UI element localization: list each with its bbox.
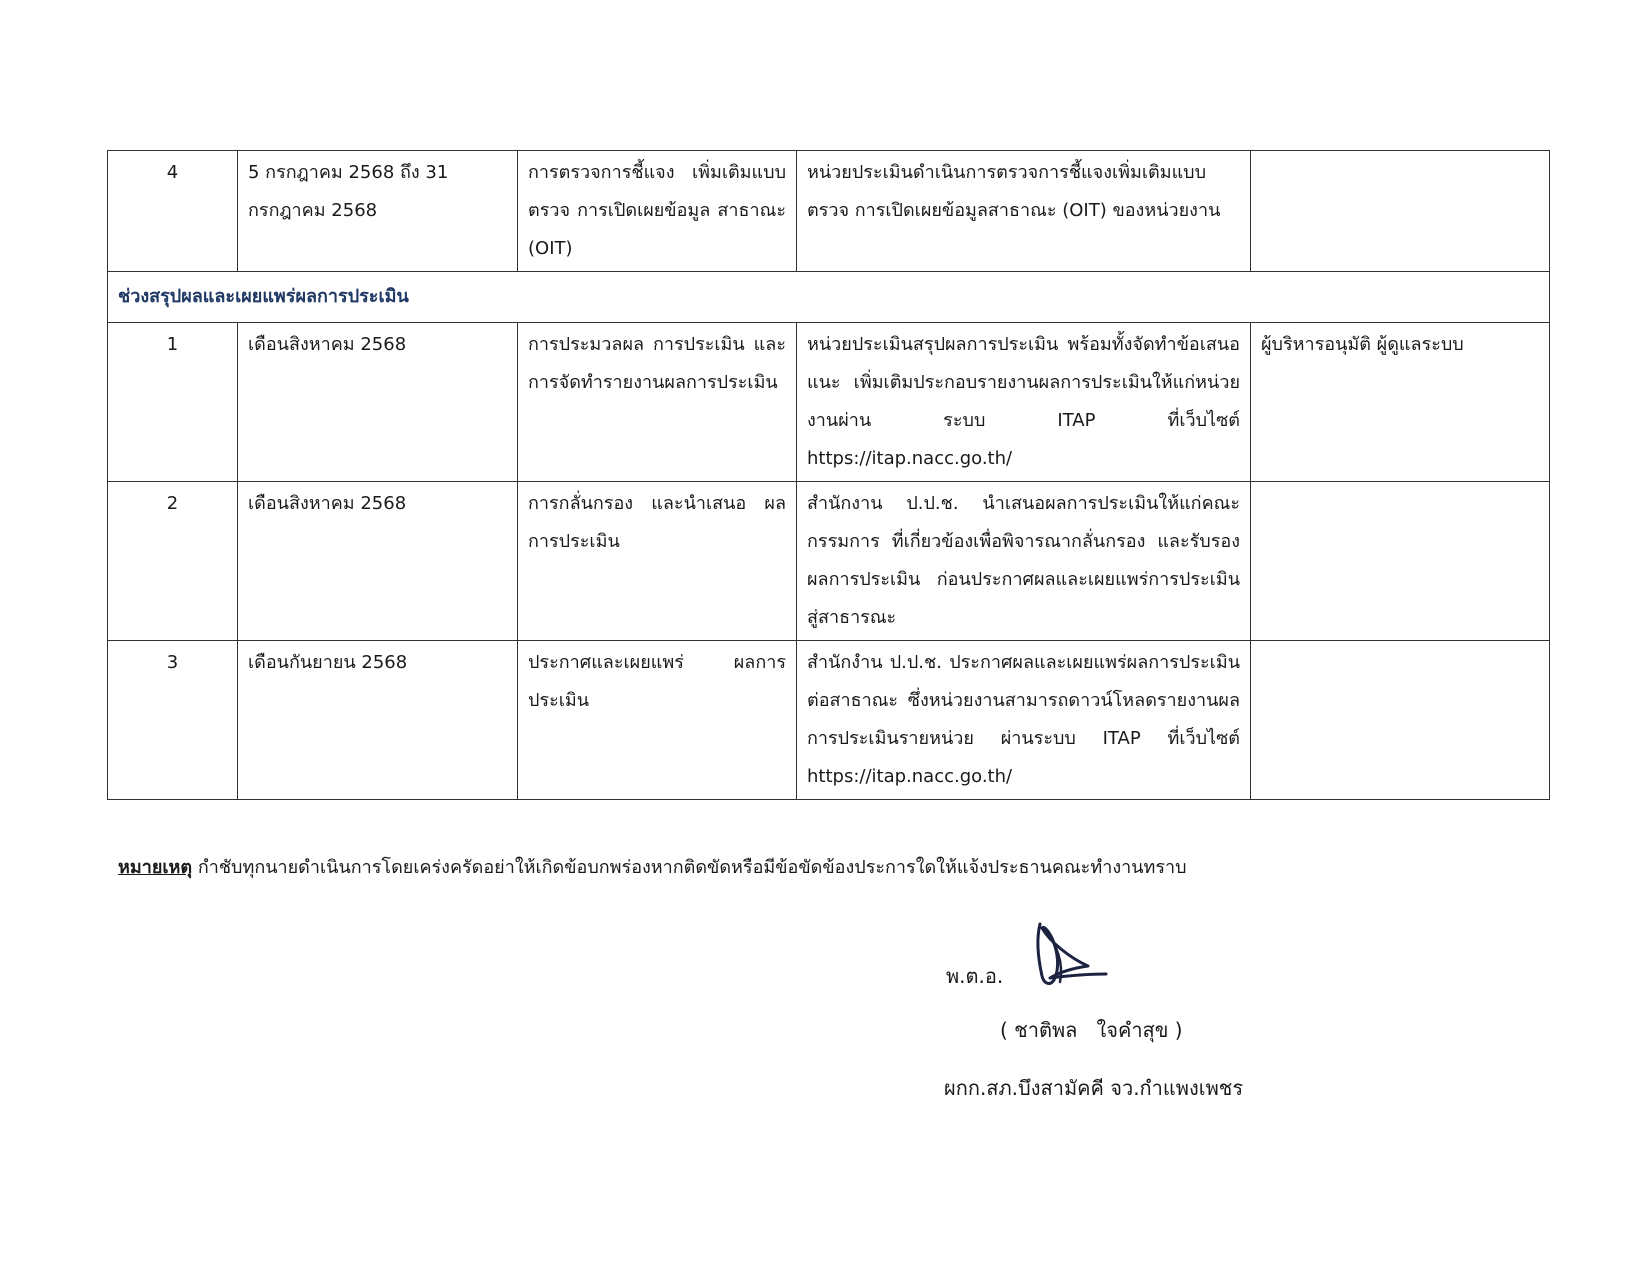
schedule-table bbox=[107, 150, 1550, 800]
row-number: 2 bbox=[108, 482, 238, 641]
section-title: ช่วงสรุปผลและเผยแพร่ผลการประเมิน bbox=[108, 272, 1550, 323]
row-period: เดือนกันยายน 2568 bbox=[238, 641, 518, 800]
row-period: เดือนสิงหาคม 2568 bbox=[238, 482, 518, 641]
row-activity: การตรวจการชี้แจง เพิ่มเติมแบบตรวจ การเปิดเผยข้อมูล สาธาณะ (OIT) bbox=[518, 151, 797, 272]
row-activity: การประมวลผล การประเมิน และการจัดทำรายงานผลการประเมิน bbox=[518, 323, 797, 482]
signatory-name: ( ชาติพล ใจคำสุข ) bbox=[1000, 1018, 1183, 1042]
remark-note bbox=[118, 852, 1187, 881]
row-detail: หน่วยประเมินสรุปผลการประเมิน พร้อมทั้งจัดทำข้อเสนอแนะ เพิ่มเติมประกอบรายงานผลการประเมินให้แก่หน่วยงานผ่าน ระบบ ITAP ที่เว็บไซต์ https://itap.nacc.go.th/ bbox=[797, 323, 1251, 482]
signatory-rank: พ.ต.อ. bbox=[946, 964, 1004, 988]
row-detail: สำนักงาน ป.ป.ช. นำเสนอผลการประเมินให้แก่คณะกรรมการ ที่เกี่ยวข้องเพื่อพิจารณากลั่นกรอง และรับรองผลการประเมิน ก่อนประกาศผลและเผยแพร่การประเมินสู่สาธารณะ bbox=[797, 482, 1251, 641]
row-responsible bbox=[1251, 482, 1550, 641]
table-row bbox=[108, 323, 1550, 482]
table-row bbox=[108, 641, 1550, 800]
row-activity: ประกาศและเผยแพร่ ผลการประเมิน bbox=[518, 641, 797, 800]
row-activity: การกลั่นกรอง และนำเสนอ ผลการประเมิน bbox=[518, 482, 797, 641]
row-detail: สำนักงำน ป.ป.ช. ประกาศผลและเผยแพร่ผลการประเมินต่อสาธาณะ ซึ่งหน่วยงานสามารถดาวน์โหลดรายงานผลการประเมินรายหน่วย ผ่านระบบ ITAP ที่เว็บไซต์ https://itap.nacc.go.th/ bbox=[797, 641, 1251, 800]
row-number: 3 bbox=[108, 641, 238, 800]
row-responsible: ผู้บริหารอนุมัติ ผู้ดูแลระบบ bbox=[1251, 323, 1550, 482]
row-detail: หน่วยประเมินดำเนินการตรวจการชี้แจงเพิ่มเติมแบบตรวจ การเปิดเผยข้อมูลสาธาณะ (OIT) ของหน่วยงาน bbox=[797, 151, 1251, 272]
row-responsible bbox=[1251, 151, 1550, 272]
remark-text: กำชับทุกนายดำเนินการโดยเคร่งครัดอย่าให้เกิดข้อบกพร่องหากติดขัดหรือมีข้อขัดข้องประการใดให้แจ้งประธานคณะทำงานทราบ bbox=[192, 857, 1187, 878]
section-header-row bbox=[108, 272, 1550, 323]
row-number: 1 bbox=[108, 323, 238, 482]
row-period: เดือนสิงหาคม 2568 bbox=[238, 323, 518, 482]
table-row bbox=[108, 482, 1550, 641]
handwritten-signature bbox=[1030, 918, 1110, 990]
row-period: 5 กรกฎาคม 2568 ถึง 31 กรกฎาคม 2568 bbox=[238, 151, 518, 272]
row-responsible bbox=[1251, 641, 1550, 800]
remark-label: หมายเหตุ bbox=[118, 857, 193, 878]
table-row bbox=[108, 151, 1550, 272]
row-number: 4 bbox=[108, 151, 238, 272]
signatory-position: ผกก.สภ.บึงสามัคคี จว.กำแพงเพชร bbox=[944, 1076, 1244, 1100]
